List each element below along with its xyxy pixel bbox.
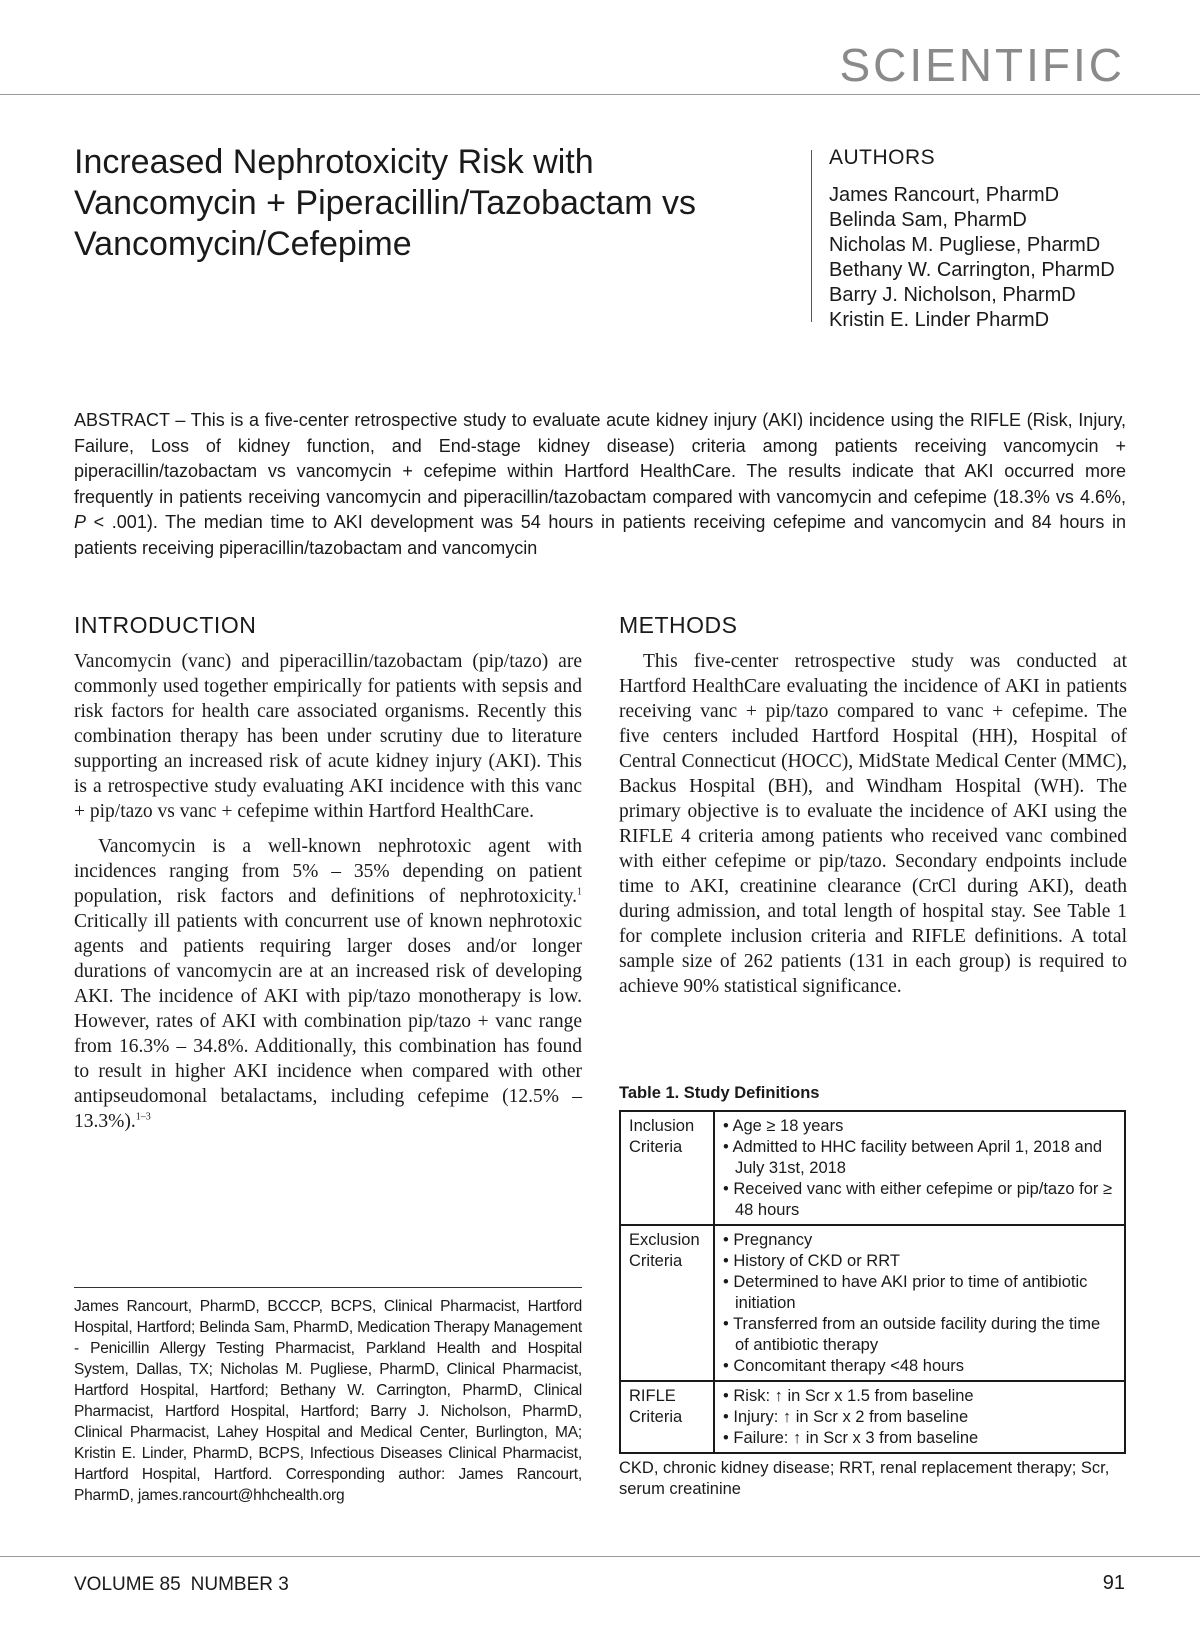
footnote-divider <box>74 1287 582 1288</box>
table-row <box>620 1225 1125 1381</box>
abstract-p-label: P <box>74 512 87 532</box>
abstract-text-a: ABSTRACT – This is a five-center retrospective study to evaluate acute kidney injury (AKI) incidence using the RIFLE (Risk, Injury, Failure, Loss of kidney function, and End-stage kidney disease) criteria among patients receiving vancomycin + piperacillin/tazobactam vs vancomycin + cefepime within Hartford HealthCare. The results indicate that AKI occurred more frequently in patients receiving vancomycin and piperacillin/tazobactam compared with vancomycin and cefepime (18.3% vs 4.6%, <box>74 410 1126 507</box>
criteria-item: • Failure: ↑ in Scr x 3 from baseline <box>723 1429 979 1447</box>
footer-divider <box>0 1556 1200 1557</box>
intro-p2-text-b: Critically ill patients with concurrent use of known nephrotoxic agents and patients requiring larger doses and/or longer durations of vancomycin are at an increased risk of developing AKI. The incidence of AKI with pip/tazo monotherapy is low. However, rates of AKI with combination pip/tazo + vanc range from 16.3% – 34.8%. Additionally, this combination has found to result in higher AKI incidence when compared with other antipseudomonal betalactams, including cefepime (12.5% – 13.3%). <box>74 911 582 1132</box>
intro-p2-text-a: Vancomycin is a well-known nephrotoxic agent with incidences ranging from 5% – 35% depending on patient population, risk factors and definitions of nephrotoxicity. <box>74 836 582 907</box>
criteria-item: • Concomitant therapy <48 hours <box>723 1357 965 1375</box>
criteria-item: • Pregnancy <box>723 1231 813 1249</box>
row-label: RIFLE Criteria <box>620 1381 714 1453</box>
criteria-item: • Age ≥ 18 years <box>723 1117 844 1135</box>
citation-ref: 1–3 <box>135 1111 151 1123</box>
section-label: SCIENTIFIC <box>839 39 1125 91</box>
criteria-item: • Received vanc with either cefepime or pip/tazo for ≥ 48 hours <box>723 1180 1113 1219</box>
authors-box <box>811 146 1115 331</box>
number-label: NUMBER 3 <box>190 1574 289 1595</box>
author-name: James Rancourt, PharmD <box>829 184 1060 206</box>
table-footnote: CKD, chronic kidney disease; RRT, renal replacement therapy; Scr, serum creatinine <box>619 1459 1110 1498</box>
criteria-item: • Transferred from an outside facility during the time of antibiotic therapy <box>723 1315 1101 1354</box>
abstract-text-b: < .001). The median time to AKI development was 54 hours in patients receiving cefepime and vancomycin and 84 hours in patients receiving piperacillin/tazobactam and vancomycin <box>74 512 1126 558</box>
authors-list <box>829 183 1115 333</box>
methods-paragraph: This five-center retrospective study was conducted at Hartford HealthCare evaluating the incidence of AKI in patients receiving vanc + pip/tazo compared to vanc + cefepime. The five centers included Hartford Hospital (HH), Hospital of Central Connecticut (HOCC), MidState Medical Center (MMC), Backus Hospital (BH), and Windham Hospital (WH). The primary objective is to evaluate the incidence of AKI using the RIFLE 4 criteria among patients who received vanc combined with either cefepime or pip/tazo. Secondary endpoints include time to AKI, creatinine clearance (CrCl during AKI), death during admission, and total length of hospital stay. See Table 1 for complete inclusion criteria and RIFLE definitions. A total sample size of 262 patients (131 in each group) is required to achieve 90% statistical significance. <box>619 651 1127 997</box>
table-row <box>620 1381 1125 1453</box>
title-line: Vancomycin + Piperacillin/Tazobactam vs <box>74 184 697 222</box>
title-line: Vancomycin/Cefepime <box>74 225 412 263</box>
criteria-item: • Risk: ↑ in Scr x 1.5 from baseline <box>723 1387 974 1405</box>
introduction-heading: INTRODUCTION <box>74 612 257 638</box>
page-number: 91 <box>1102 1572 1125 1594</box>
author-name: Nicholas M. Pugliese, PharmD <box>829 234 1101 256</box>
row-label: Inclusion Criteria <box>620 1111 714 1225</box>
authors-heading: AUTHORS <box>829 146 936 169</box>
row-label: Exclusion Criteria <box>620 1225 714 1381</box>
criteria-item: • Determined to have AKI prior to time of antibiotic initiation <box>723 1273 1088 1312</box>
criteria-item: • Injury: ↑ in Scr x 2 from baseline <box>723 1408 969 1426</box>
study-definitions-table <box>619 1110 1126 1454</box>
author-name: Barry J. Nicholson, PharmD <box>829 284 1076 306</box>
article-title <box>74 142 754 265</box>
row-content <box>714 1225 1125 1381</box>
title-line: Increased Nephrotoxicity Risk with <box>74 143 594 181</box>
introduction-body <box>74 649 582 1134</box>
header-divider <box>0 94 1200 95</box>
abstract <box>74 408 1126 561</box>
row-content <box>714 1111 1125 1225</box>
introduction-paragraph: Vancomycin (vanc) and piperacillin/tazobactam (pip/tazo) are commonly used together empirically for patients with sepsis and risk factors for health care associated organisms. Recently this combination therapy has been under scrutiny due to literature supporting an increased risk of acute kidney injury (AKI). This is a retrospective study evaluating AKI incidence with this vanc + pip/tazo vs vanc + cefepime within Hartford HealthCare. <box>74 651 582 822</box>
citation-ref: 1 <box>577 886 582 898</box>
author-name: Belinda Sam, PharmD <box>829 209 1027 231</box>
author-name: Kristin E. Linder PharmD <box>829 309 1050 331</box>
author-affiliations-footnote: James Rancourt, PharmD, BCCCP, BCPS, Clinical Pharmacist, Hartford Hospital, Hartford; Belinda Sam, PharmD, Medication Therapy Management - Penicillin Allergy Testing Pharmacist, Parkland Health and Hospital System, Dallas, TX; Nicholas M. Pugliese, PharmD, Clinical Pharmacist, Hartford Hospital, Hartford; Bethany W. Carrington, PharmD, Clinical Pharmacist, Hartford Hospital, Hartford; Barry J. Nicholson, PharmD, Clinical Pharmacist, Lahey Hospital and Medical Center, Burlington, MA; Kristin E. Linder, PharmD, BCPS, Infectious Diseases Clinical Pharmacist, Hartford Hospital, Hartford. Corresponding author: James Rancourt, PharmD, james.rancourt@hhchealth.org <box>74 1298 582 1504</box>
row-content <box>714 1381 1125 1453</box>
criteria-item: • Admitted to HHC facility between April 1, 2018 and July 31st, 2018 <box>723 1138 1103 1177</box>
criteria-item: • History of CKD or RRT <box>723 1252 900 1270</box>
table-caption: Table 1. Study Definitions <box>619 1084 820 1102</box>
author-name: Bethany W. Carrington, PharmD <box>829 259 1115 281</box>
table-row <box>620 1111 1125 1225</box>
journal-issue-info <box>74 1574 289 1596</box>
methods-heading: METHODS <box>619 612 738 638</box>
methods-body <box>619 649 1127 999</box>
volume-label: VOLUME 85 <box>74 1574 181 1595</box>
introduction-paragraph <box>74 834 582 1134</box>
